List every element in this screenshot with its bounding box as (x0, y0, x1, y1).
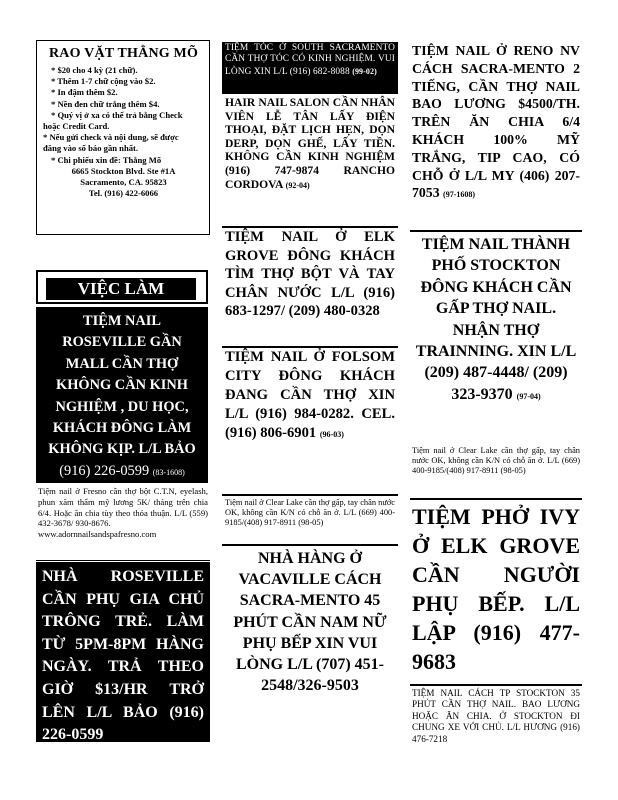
ad-clear-lake-nail (222, 498, 398, 528)
ad-pho-ivy (410, 502, 582, 676)
section-header-box (36, 270, 208, 304)
rao-vat-line: * In đậm thêm $2. (51, 87, 118, 98)
ad-text: Tiệm nail ở Clear Lake cần thợ gấp, tay chân nước OK, không cần K/N có chỗ ăn ở. L/L (669) 400-9185/(408) 917-8911 (98-05) (225, 498, 395, 527)
ad-vacaville-restaurant (222, 548, 398, 696)
ad-near-stockton-nail (410, 688, 582, 745)
ad-phone: (916) 226-0599 (59, 462, 150, 479)
ad-text: TIỆM PHỞ IVY Ở ELK GROVE CẦN NGƯỜI PHỤ BẾP. L/L LẬP (916) 477-9683 (412, 504, 580, 674)
ad-ref: (92-04) (285, 180, 310, 190)
rao-vat-line: * Nền đen chữ trắng thêm $4. (51, 98, 160, 109)
ad-text: TIỆM NAIL ROSEVILLE GẦN MALL CẦN THỢ KHÔNG CẦN KINH NGHIỆM , DU HỌC, KHÁCH ĐÔNG LÀM KHÔNG KỊP. L/L BẢO (48, 313, 196, 458)
rao-vat-box (36, 40, 210, 235)
ad-roseville-nail (36, 307, 208, 483)
divider (36, 560, 210, 561)
ad-ref: (99-02) (352, 66, 377, 76)
ad-fresno-nail (36, 486, 210, 540)
ad-text: TIỆM NAIL THÀNH PHỐ STOCKTON ĐÔNG KHÁCH CẦN GẤP THỢ NAIL. NHẬN THỢ TRAINNING. XIN L/L (209) 487-4448/ (209) 323-9370 (415, 236, 577, 403)
rao-vat-line: đăng vào số báo gần nhất. (43, 143, 139, 154)
ad-text: NHÀ HÀNG Ở VACAVILLE CÁCH SACRA-MENTO 45 PHÚT CẦN NAM NỮ PHỤ BẾP XIN VUI LÒNG L/L (707) 451-2548/326-9503 (233, 550, 387, 695)
ad-text: TIỆM TÓC Ở SOUTH SACRAMENTO CẦN THỢ TÓC CÓ KINH NGHIỆM. VUI LÒNG XIN L/L (916) 682-8088 (225, 43, 395, 77)
ad-ref: (97-04) (516, 391, 541, 401)
ad-ref: (83-1608) (152, 467, 185, 477)
ad-stockton-nail (410, 234, 582, 407)
rao-vat-line: Tel. (916) 422-6066 (88, 188, 159, 199)
rao-vat-line: hoặc Credit Card. (43, 121, 110, 132)
divider (222, 494, 398, 496)
ad-text: TIỆM NAIL Ở RENO NV CÁCH SACRA-MENTO 2 TIẾNG, CẦN THỢ NAIL BAO LƯƠNG $4500/TH. TRÊN ĂN CHIA 6/4 KHÁCH 100% MỸ TRẮNG, TIP CAO, CÓ CHỖ Ở L/L MY (406) 207-7053 (412, 43, 580, 201)
ad-reno-nail (410, 42, 582, 204)
ad-text: NHÀ ROSEVILLE CẦN PHỤ GIA CHỦ TRÔNG TRẺ. LÀM TỪ 5PM-8PM HÀNG NGÀY. TRẢ THEO GIỜ $13/HR TRỞ LÊN L/L BẢO (916) 226-0599 (42, 568, 204, 744)
ad-text: Tiệm nail ở Fresno cần thợ bột C.T.N, eyelash, phun xăm thẩm mỹ lương 5K/ tháng trên chia 6/4. Hoặc ăn chia tùy theo thỏa thuận. L/L (559) 432-3678/ 930-8676. (38, 486, 208, 529)
ad-folsom-nail (222, 348, 398, 444)
ad-text: TIỆM NAIL CÁCH TP STOCKTON 35 PHÚT CẦN THỢ NAIL. BAO LƯƠNG HOẶC ĂN CHIA. Ở STOCKTON ĐI CHUNG XE VỚI CHỦ. L/L HƯƠNG (916) 476-7218 (412, 688, 580, 744)
ad-text: HAIR NAIL SALON CẦN NHÂN VIÊN LỄ TÂN LẤY ĐIỆN THOẠI, ĐẶT LỊCH HẸN, DỌN DERP, DỌN GHẾ, LẤY TIỀN. KHÔNG CẦN KINH NGHIỆM (916) 747-9874 RANCHO CORDOVA (225, 96, 395, 191)
ad-ref: (96-03) (319, 430, 344, 439)
section-header: VIỆC LÀM (44, 276, 198, 302)
ad-website-link[interactable]: www.adornnailsandspafresno.com (38, 529, 157, 540)
rao-vat-line: 6665 Stockton Blvd. Ste #1A (71, 165, 176, 176)
rao-vat-line: * Chi phiếu xin đề: Thằng Mõ (51, 154, 162, 165)
ad-rancho-cordova-salon (222, 96, 398, 192)
rao-vat-line: * $20 cho 4 kỳ (21 chữ). (51, 65, 138, 75)
rao-vat-line: Sacramento, CA. 95823 (80, 177, 167, 188)
ad-ref: (97-1608) (443, 190, 476, 200)
ad-text: TIỆM NAIL Ở ELK GROVE ĐÔNG KHÁCH TÌM THỢ BỘT VÀ TAY CHÂN NƯỚC L/L (916) 683-1297/ (209) 480-0328 (225, 229, 395, 320)
divider (410, 230, 582, 232)
ad-text: Tiệm nail ở Clear Lake cần thợ gấp, tay chân nước OK, không cần K/N có chỗ ăn ở. L/L (669) 400-9185/(408) 917-8911 (98-05) (412, 446, 580, 475)
ad-clear-lake-nail-2 (410, 446, 582, 476)
divider (410, 684, 582, 686)
ad-roseville-nanny (36, 562, 210, 742)
ad-south-sac-hair (222, 42, 398, 94)
divider (410, 498, 582, 500)
rao-vat-title: RAO VẶT THẰNG MÕ (49, 46, 199, 61)
rao-vat-line: * Nếu gửi check và nội dung, sẽ được (43, 132, 179, 143)
rao-vat-line: * Quý vị ở xa có thể trả bằng Check (51, 109, 183, 120)
ad-elk-grove-nail (222, 228, 398, 321)
divider (222, 544, 398, 546)
ad-text: TIỆM NAIL Ở FOLSOM CITY ĐÔNG KHÁCH ĐANG CẦN THỢ XIN L/L (916) 984-0282. CEL. (916) 806-6901 (225, 349, 395, 441)
rao-vat-line: * Thêm 1-7 chữ cộng vào $2. (51, 76, 156, 87)
